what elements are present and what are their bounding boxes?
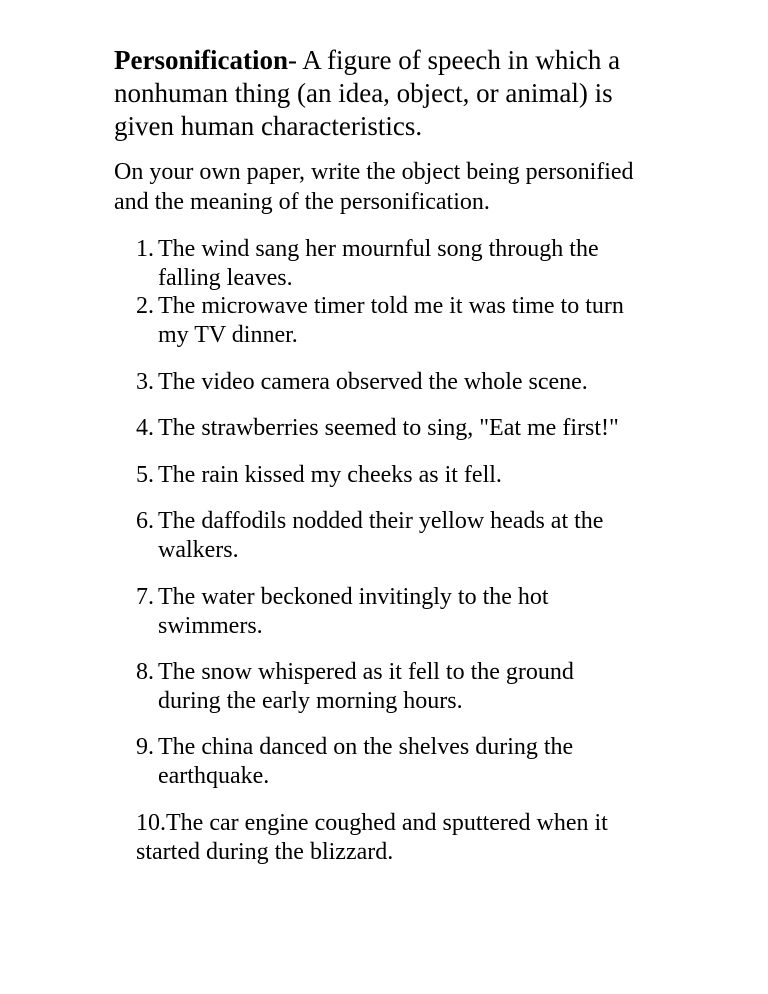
item-number: 10. bbox=[136, 810, 166, 836]
item-text: The strawberries seemed to sing, "Eat me first!" bbox=[158, 415, 619, 441]
item-text: The wind sang her mournful song through the bbox=[158, 236, 599, 262]
item-text-continued: my TV dinner. bbox=[158, 322, 298, 348]
item-text: The microwave timer told me it was time to turn bbox=[158, 293, 624, 319]
item-number: 1. bbox=[136, 236, 154, 262]
item-text: The water beckoned invitingly to the hot bbox=[158, 584, 549, 610]
item-number: 9. bbox=[136, 734, 154, 760]
list-item bbox=[136, 507, 666, 565]
item-text: The rain kissed my cheeks as it fell. bbox=[158, 462, 502, 488]
list-item bbox=[136, 235, 666, 293]
list-item bbox=[136, 809, 666, 867]
item-number: 2. bbox=[136, 293, 154, 319]
list-item bbox=[136, 368, 666, 397]
definition-text: - A figure of speech in which a nonhuman thing (an idea, object, or animal) is given human characteristics. bbox=[114, 45, 621, 141]
item-text-continued: during the early morning hours. bbox=[158, 688, 463, 714]
item-number: 5. bbox=[136, 462, 154, 488]
item-text: The car engine coughed and sputtered when it bbox=[166, 810, 608, 836]
list-item bbox=[136, 461, 666, 490]
list-item bbox=[136, 414, 666, 443]
definition-term: Personification bbox=[114, 45, 288, 75]
list-item bbox=[136, 292, 666, 350]
item-text: The snow whispered as it fell to the ground bbox=[158, 659, 574, 685]
list-item bbox=[136, 733, 666, 791]
instructions-paragraph: On your own paper, write the object being personified and the meaning of the personification. bbox=[114, 159, 634, 215]
list-item bbox=[136, 658, 666, 716]
item-number: 4. bbox=[136, 415, 154, 441]
item-number: 8. bbox=[136, 659, 154, 685]
item-text: The daffodils nodded their yellow heads at the bbox=[158, 508, 604, 534]
item-text-continued: swimmers. bbox=[158, 613, 263, 639]
item-text: The china danced on the shelves during the bbox=[158, 734, 574, 760]
item-number: 7. bbox=[136, 584, 154, 610]
item-number: 6. bbox=[136, 508, 154, 534]
item-text: The video camera observed the whole scene. bbox=[158, 369, 588, 395]
definition-paragraph bbox=[114, 44, 674, 143]
item-text-continued: walkers. bbox=[158, 537, 239, 563]
item-number: 3. bbox=[136, 369, 154, 395]
list-item bbox=[136, 583, 666, 641]
item-text-continued: falling leaves. bbox=[158, 265, 293, 291]
item-text-continued: earthquake. bbox=[158, 763, 270, 789]
item-text-continued: started during the blizzard. bbox=[136, 839, 394, 865]
